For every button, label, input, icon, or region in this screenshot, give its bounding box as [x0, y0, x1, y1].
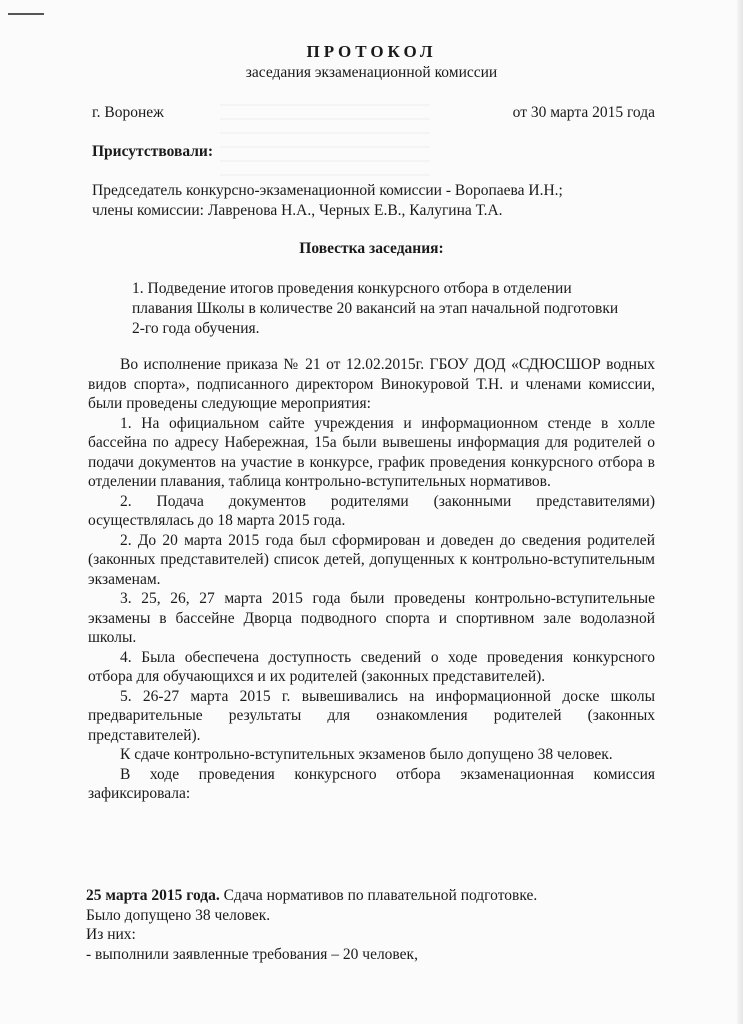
measure-item: 5. 26-27 марта 2015 г. вывешивались на информационной доске школы предварительные результаты для ознакомления родителей (законных представителей).: [88, 687, 655, 744]
results-admitted: Было допущено 38 человек.: [86, 906, 271, 924]
results-date: 25 марта 2015 года.: [86, 887, 220, 904]
results-date-desc: Сдача нормативов по плавательной подготовке.: [219, 887, 538, 904]
chair-line: Председатель конкурсно-экзаменационной комиссии - Воропаева И.Н.;: [92, 182, 563, 199]
measure-item: 2. До 20 марта 2015 года был сформирован и доведен до сведения родителей (законных представителей) список детей, допущенных к контрольно-вступительным экзаменам.: [88, 531, 655, 588]
attendance-heading: Присутствовали:: [92, 143, 214, 160]
measure-item: 3. 25, 26, 27 марта 2015 года были проведены контрольно-вступительные экзамены в бассейне Дворца подводного спорта и спортивном зале водолазной школы.: [88, 590, 655, 646]
measure-item: 2. Подача документов родителями (законными представителями) осуществлялась до 18 марта 2015 года.: [88, 492, 655, 529]
city: г. Воронеж: [92, 104, 164, 121]
protocol-body: [88, 355, 655, 804]
document-date: от 30 марта 2015 года: [512, 104, 655, 121]
bleed-through: [220, 100, 430, 190]
intro-paragraph: Во исполнение приказа № 21 от 12.02.2015г. ГБОУ ДОД «СДЮСШОР водных видов спорта», подписанного директором Винокуровой Т.Н. и членами комиссии, были проведены следующие мероприятия:: [88, 356, 655, 412]
results-date-line: [86, 886, 686, 906]
results-section: [86, 886, 686, 964]
document-title: ПРОТОКОЛ: [306, 42, 437, 61]
results-of-them: Из них:: [86, 926, 136, 943]
page-edge: [737, 0, 743, 1024]
members-line: члены комиссии: Лавренова Н.А., Черных Е.В., Калугина Т.А.: [92, 202, 503, 219]
admitted-paragraph: К сдаче контрольно-вступительных экзаменов было допущено 38 человек.: [120, 746, 613, 763]
scan-mark: [8, 13, 44, 15]
measure-item: 4. Была обеспечена доступность сведений о ходе проведения конкурсного отбора для обучающихся и их родителей (законных представителей).: [88, 648, 655, 685]
agenda-item: 1. Подведение итогов проведения конкурсного отбора в отделении плавания Школы в количестве 20 вакансий на этап начальной подготовки 2-го года обучения.: [132, 280, 619, 337]
agenda-heading: Повестка заседания:: [299, 240, 444, 257]
document-subtitle: заседания экзаменационной комиссии: [245, 64, 498, 81]
recorded-paragraph: В ходе проведения конкурсного отбора экзаменационная комиссия зафиксировала:: [88, 765, 655, 802]
results-passed: - выполнили заявленные требования – 20 человек,: [86, 945, 418, 963]
measure-item: 1. На официальном сайте учреждения и информационном стенде в холле бассейна по адресу Набережная, 15а были вывешены информация для родителей о подачи документов на участие в конкурсе, график проведения конкурсного отбора в отделении плавания, таблица контрольно-вступительных нормативов.: [88, 414, 655, 490]
